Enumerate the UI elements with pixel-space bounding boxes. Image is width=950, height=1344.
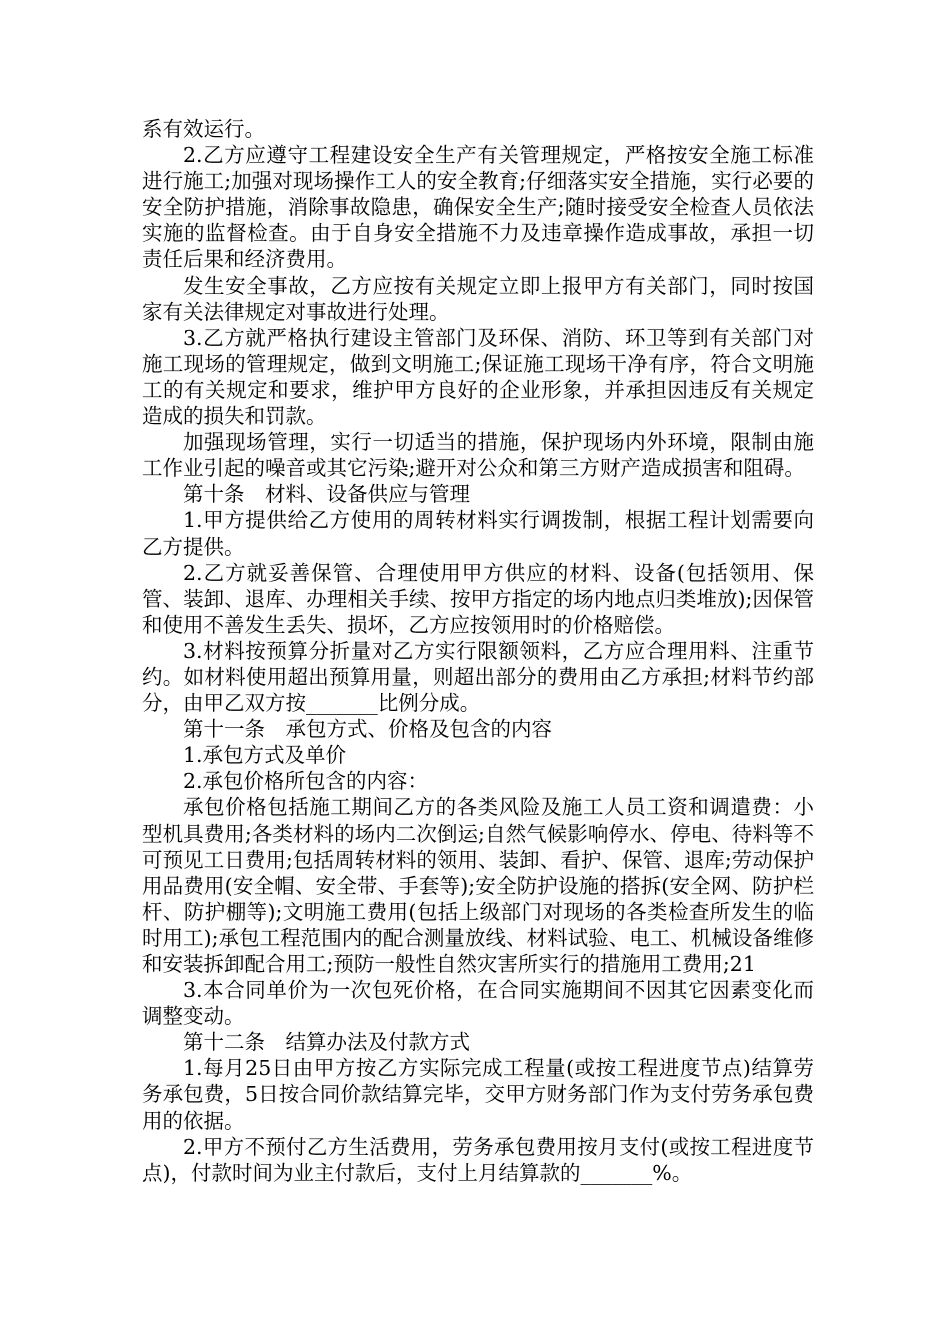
paragraph-9: 3.材料按预算分折量对乙方实行限额领料，乙方应合理用料、注重节约。如材料使用超出预算用量，则超出部分的费用由乙方承担;材料节约部分，由甲乙双方按_______比例分成。 [142,638,814,716]
paragraph-5: 加强现场管理，实行一切适当的措施，保护现场内外环境，限制由施工作业引起的噪音或其它污染;避开对公众和第三方财产造成损害和阻碍。 [142,430,814,481]
paragraph-2: 2.乙方应遵守工程建设安全生产有关管理规定，严格按安全施工标准进行施工;加强对现场操作工人的安全教育;仔细落实安全措施，实行必要的安全防护措施，消除事故隐患，确保安全生产;随时接受安全检查人员依法实施的监督检查。由于自身安全措施不力及违章操作造成事故，承担一切责任后果和经济费用。 [142,143,814,272]
section-heading-11: 第十一条 承包方式、价格及包含的内容 [183,717,552,742]
paragraph-13: 承包价格包括施工期间乙方的各类风险及施工人员工资和调遣费：小型机具费用;各类材料的场内二次倒运;自然气候影响停水、停电、待料等不可预见工日费用;包括周转材料的领用、装卸、看护、保管、退库;劳动保护用品费用(安全帽、安全带、手套等);安全防护设施的搭拆(安全网、防护栏杆、防护棚等);文明施工费用(包括上级部门对现场的各类检查所发生的临时用工);承包工程范围内的配合测量放线、材料试验、电工、机械设备维修和安装拆卸配合用工;预防一般性自然灾害所实行的措施用工费用;21 [142,795,814,976]
section-heading-10: 第十条 材料、设备供应与管理 [183,482,470,507]
paragraph-8: 2.乙方就妥善保管、合理使用甲方供应的材料、设备(包括领用、保管、装卸、退库、办理相关手续、按甲方指定的场内地点归类堆放);因保管和使用不善发生丢失、损坏，乙方应按领用时的价格赔偿。 [142,560,814,637]
paragraph-17: 2.甲方不预付乙方生活费用，劳务承包费用按月支付(或按工程进度节点)，付款时间为业主付款后，支付上月结算款的_______%。 [142,1134,814,1185]
paragraph-12: 2.承包价格所包含的内容： [183,769,429,794]
section-heading-12: 第十二条 结算办法及付款方式 [183,1030,470,1055]
paragraph-4: 3.乙方就严格执行建设主管部门及环保、消防、环卫等到有关部门对施工现场的管理规定，做到文明施工;保证施工现场干净有序，符合文明施工的有关规定和要求，维护甲方良好的企业形象，并承担因违反有关规定造成的损失和罚款。 [142,325,814,429]
paragraph-1: 系有效运行。 [142,117,265,141]
paragraph-16: 1.每月25日由甲方按乙方实际完成工程量(或按工程进度节点)结算劳务承包费，5日按合同价款结算完毕，交甲方财务部门作为支付劳务承包费用的依据。 [142,1056,814,1133]
paragraph-3: 发生安全事故，乙方应按有关规定立即上报甲方有关部门，同时按国家有关法律规定对事故进行处理。 [142,273,814,324]
paragraph-14: 3.本合同单价为一次包死价格，在合同实施期间不因其它因素变化而调整变动。 [142,978,814,1029]
paragraph-11: 1.承包方式及单价 [183,743,347,768]
paragraph-7: 1.甲方提供给乙方使用的周转材料实行调拨制，根据工程计划需要向乙方提供。 [142,508,814,559]
document-body [142,116,814,1186]
